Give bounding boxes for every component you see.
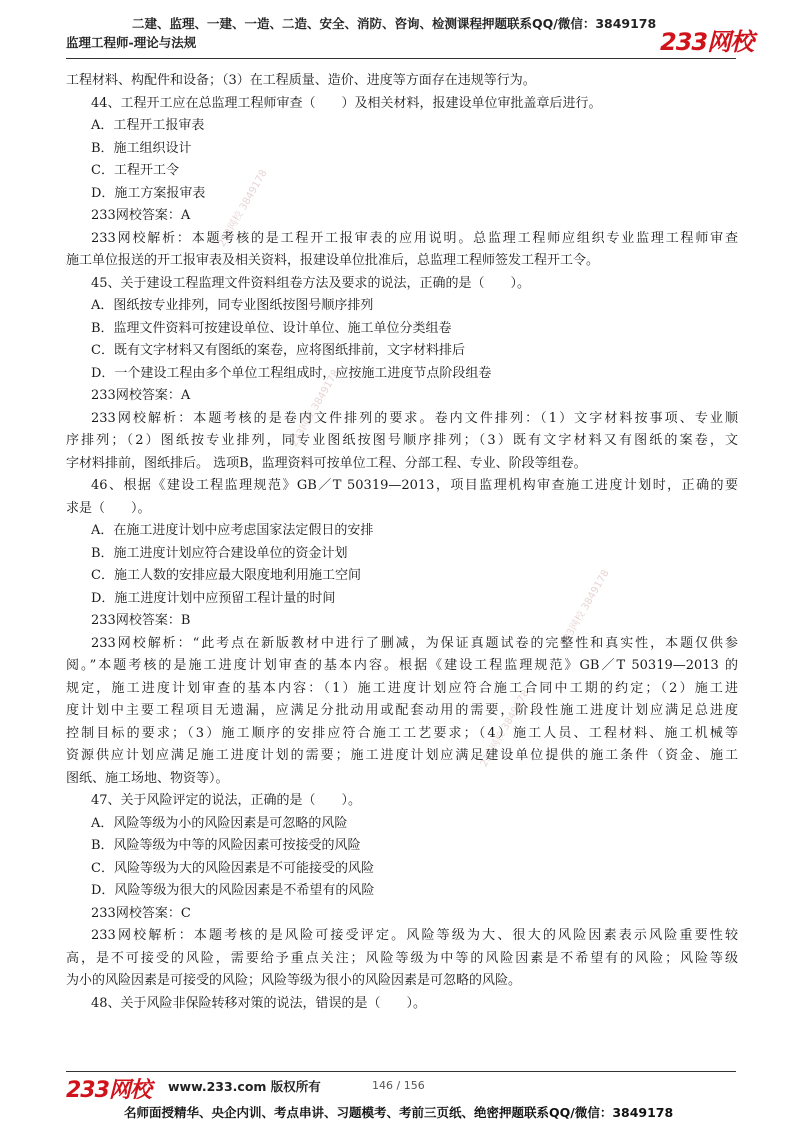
answer-line: 233网校答案：A [91,208,191,223]
header-logo: 233网校 [660,28,754,56]
footer-divider [66,1071,736,1072]
page-header [0,0,800,62]
option-b: B．风险等级为中等的风险因素可按接受的风险 [91,838,361,853]
question-44: 44、工程开工应在总监理工程师审查（ ）及相关材料，报建设单位审批盖章后进行。 [91,95,602,111]
header-subject-title: 监理工程师-理论与法规 [66,35,197,50]
watermark: 233网校 3849178 [216,168,270,249]
watermark: 233网校 3849178 [478,688,532,769]
analysis-line: 为小的风险因素是可接受的风险；风险等级为很小的风险因素是可忽略的风险。 [66,973,522,988]
option-a: A．风险等级为小的风险因素是可忽略的风险 [91,815,348,831]
option-d: D．施工进度计划中应预留工程计量的时间 [91,590,336,606]
analysis-line: 高，是不可接受的风险，需要给予重点关注；风险等级为中等的风险因素是不希望有的风险；风险等级 [66,950,738,966]
option-c: C．施工人数的安排应最大限度地利用施工空间 [91,568,361,583]
footer-copyright: www.233.com 版权所有 [168,1079,321,1094]
page-number: 146 / 156 [372,1079,425,1092]
analysis-line: 规定，施工进度计划审查的基本内容：（1）施工进度计划应符合施工合同中工期的约定；（2）施工进 [66,680,738,696]
footer-logo: 233网校 [66,1078,151,1103]
footer-promo-text: 名师面授精华、央企内训、考点串讲、习题模考、考前三页纸、绝密押题联系QQ/微信：3849178 [124,1105,674,1120]
document-body [66,70,738,1015]
question-48: 48、关于风险非保险转移对策的说法，错误的是（ ）。 [91,995,427,1011]
analysis-line: 控制目标的要求；（3）施工顺序的安排应符合施工工艺要求；（4）施工人员、工程材料、施工机械等 [66,725,738,741]
analysis-line: 图纸、施工场地、物资等）。 [66,770,229,786]
option-b: B．施工进度计划应符合建设单位的资金计划 [91,545,348,561]
analysis-line: 度计划中主要工程项目无遗漏，应满足分批动用或配套动用的需要，阶段性施工进度计划应满足总进度 [66,703,738,718]
text-line: 工程材料、构配件和设备；（3）在工程质量、造价、进度等方面存在违规等行为。 [66,73,536,88]
watermark: 233网校 3849178 [288,368,342,449]
analysis-line: 序排列；（2）图纸按专业排列，同专业图纸按图号顺序排列；（3）既有文字材料又有图纸的案卷，文 [66,433,738,448]
answer-line: 233网校答案：B [91,613,191,628]
analysis-line: 233网校解析：本题考核的是工程开工报审表的应用说明。总监理工程师应组织专业监理工程师审查 [91,230,738,246]
analysis-line: 字材料排前，图纸排后。 选项B，监理资料可按单位工程、分部工程、专业、阶段等组卷。 [66,455,587,471]
watermark: 233网校 3849178 [558,568,612,649]
question-45: 45、关于建设工程监理文件资料组卷方法及要求的说法，正确的是（ ）。 [91,275,531,291]
answer-line: 233网校答案：A [91,388,191,403]
question-46-continued: 求是（ ）。 [66,500,151,516]
answer-line: 233网校答案：C [91,905,191,921]
option-d: D．施工方案报审表 [91,185,206,201]
analysis-line: 233网校解析：“此考点在新版教材中进行了删减，为保证真题试卷的完整性和真实性，本题仅供参 [91,635,738,651]
option-d: D．一个建设工程由多个单位工程组成时，应按施工进度节点阶段组卷 [91,365,492,381]
option-c: C．工程开工令 [91,163,179,178]
question-46: 46、根据《建设工程监理规范》GB／T 50319—2013，项目监理机构审查施工进度计划时，正确的要 [91,478,738,493]
option-c: C．既有文字材料又有图纸的案卷，应将图纸排前，文字材料排后 [91,343,465,358]
analysis-line: 资源供应计划应满足施工进度计划的需要；施工进度计划应满足建设单位提供的施工条件（资金、施工 [66,748,738,763]
header-divider [66,58,736,59]
option-a: A．在施工进度计划中应考虑国家法定假日的安排 [91,523,374,538]
analysis-line: 233网校解析：本题考核的是风险可接受评定。风险等级为大、很大的风险因素表示风险重要性较 [91,928,738,943]
header-promo-text: 二建、监理、一建、一造、二造、安全、消防、咨询、检测课程押题联系QQ/微信：3849178 [132,16,657,31]
analysis-line: 阅。”本题考核的是施工进度计划审查的基本内容。根据《建设工程监理规范》GB／T 50319—2013 的 [66,658,738,673]
analysis-line: 施工单位报送的开工报审表及相关资料，报建设单位批准后，总监理工程师签发工程开工令。 [66,253,600,268]
option-b: B．监理文件资料可按建设单位、设计单位、施工单位分类组卷 [91,320,452,336]
option-d: D．风险等级为很大的风险因素是不希望有的风险 [91,883,375,898]
analysis-line: 233网校解析：本题考核的是卷内文件排列的要求。卷内文件排列：（1）文字材料按事项、专业顺 [91,410,738,426]
option-c: C．风险等级为大的风险因素是不可能接受的风险 [91,860,374,876]
option-b: B．施工组织设计 [91,140,192,156]
option-a: A．工程开工报审表 [91,118,205,133]
question-47: 47、关于风险评定的说法，正确的是（ ）。 [91,793,362,808]
option-a: A．图纸按专业排列，同专业图纸按图号顺序排列 [91,298,374,313]
